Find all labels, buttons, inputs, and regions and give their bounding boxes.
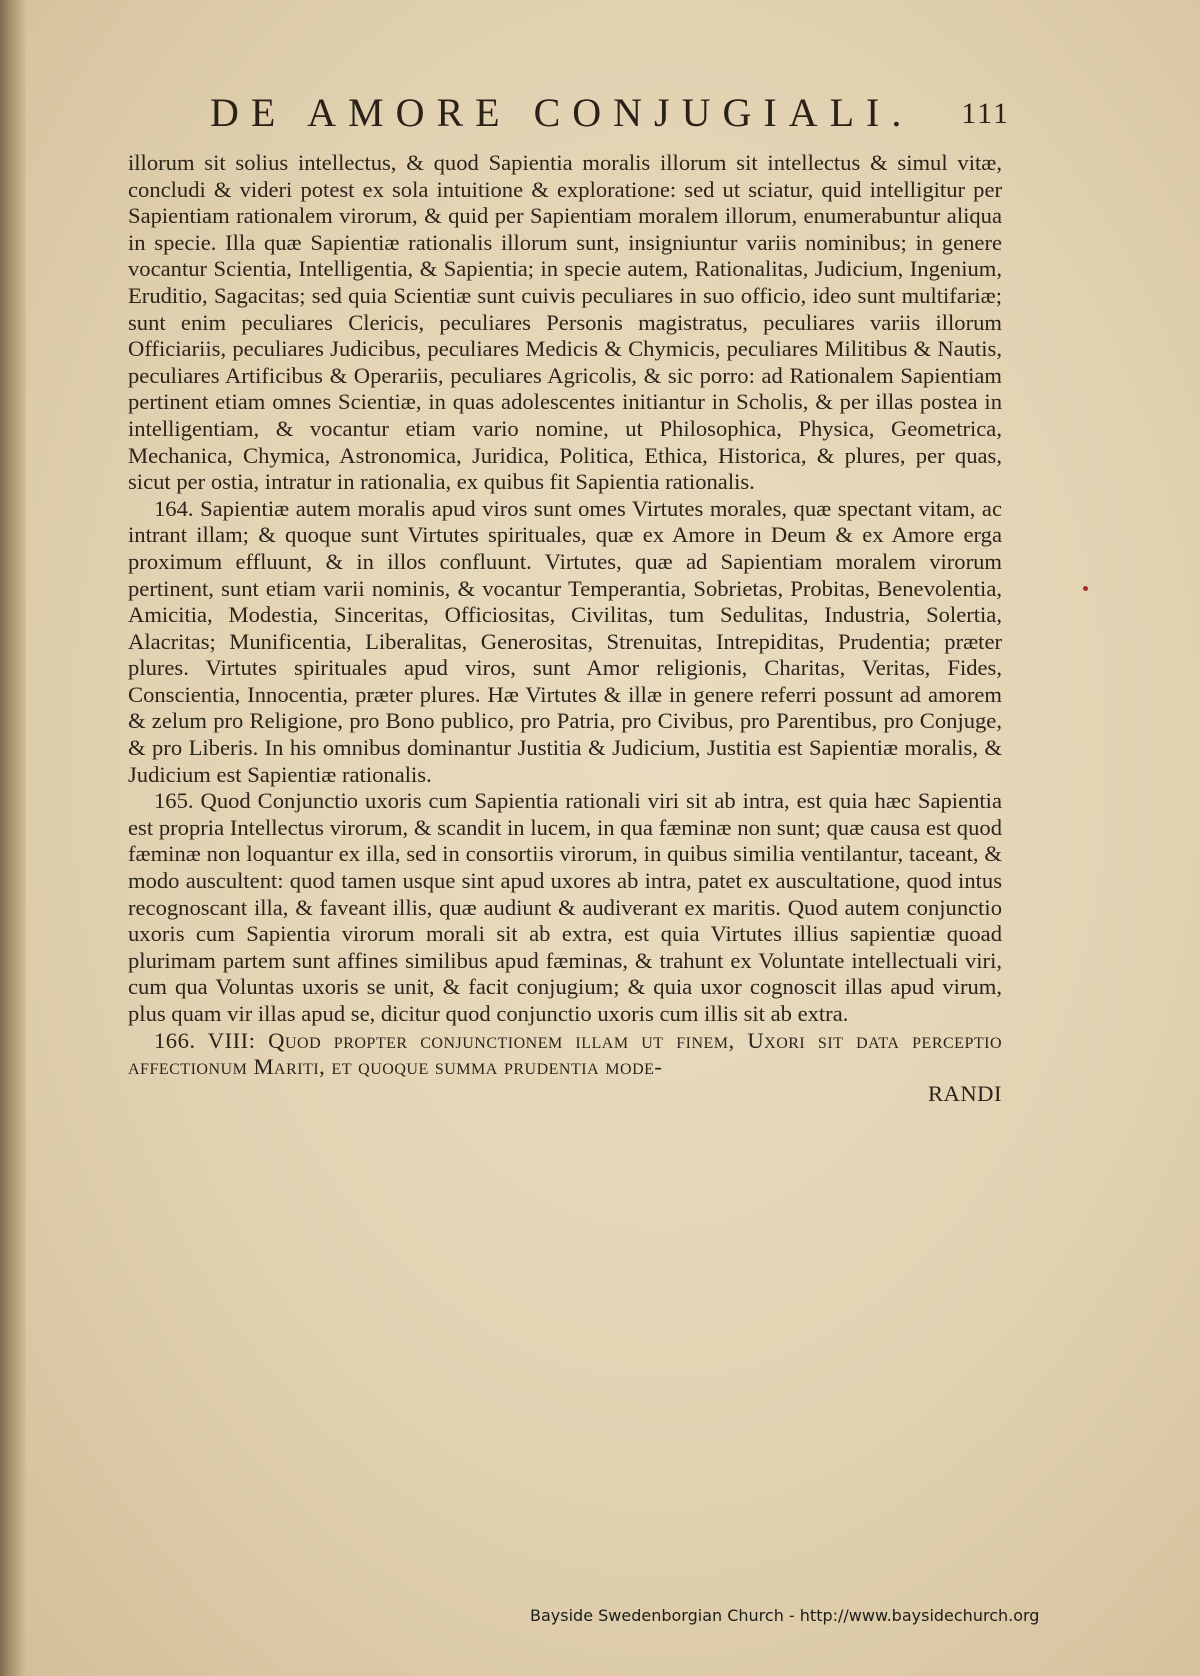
running-title: DE AMORE CONJUGIALI. bbox=[210, 90, 914, 135]
footer-credit: Bayside Swedenborgian Church - http://www.baysidechurch.org bbox=[530, 1606, 1040, 1625]
paragraph-165: 165. Quod Conjunctio uxoris cum Sapientia rationali viri sit ab intra, est quia hæc Sapientia est propria Intellectus virorum, & scandit in lucem, in qua fæminæ non sunt; quæ causa est quod fæminæ non loquantur ex illa, sed in consortiis virorum, in quibus similia ventilantur, taceant, & modo auscultent: quod tamen usque sint apud uxores ab intra, patet ex auscultatione, quod intus recognoscant illa, & faveant illis, quæ audiunt & audiverant ex maritis. Quod autem conjunctio uxoris cum Sapientia virorum morali sit ab extra, est quia Virtutes illius sapientiæ quoad plurimam partem sunt affines similibus apud fæminas, & trahunt ex Voluntate intellectuali viri, cum qua Voluntas uxoris se unit, & facit conjugium; & quia uxor cognoscit illas apud virum, plus quam vir illas apud se, dicitur quod conjunctio uxoris cum illis sit ab extra. bbox=[128, 788, 1002, 1026]
page-number: 111 bbox=[961, 97, 1010, 130]
paragraph-166-heading: 166. VIII: Quod propter conjunctionem illam ut finem, Uxori sit data perceptio affectionum Mariti, et quoque summa prudentia mode- bbox=[128, 1027, 1002, 1080]
body-text bbox=[128, 150, 1002, 1107]
binding-gutter bbox=[0, 0, 26, 1676]
page-header bbox=[210, 88, 1010, 138]
paragraph-164: 164. Sapientiæ autem moralis apud viros sunt omes Virtutes morales, quæ spectant vitam, ac intrant illam; & quoque sunt Virtutes spirituales, quæ ex Amore in Deum & ex Amore erga proximum effluunt, & in illos confluunt. Virtutes, quæ ad Sapientiam moralem virorum pertinent, sunt etiam varii nominis, & vocantur Temperantia, Sobrietas, Probitas, Benevolentia, Amicitia, Modestia, Sinceritas, Officiositas, Civilitas, tum Sedulitas, Industria, Solertia, Alacritas; Munificentia, Liberalitas, Generositas, Strenuitas, Intrepiditas, Prudentia; præter plures. Virtutes spirituales apud viros, sunt Amor religionis, Charitas, Veritas, Fides, Conscientia, Innocentia, præter plures. Hæ Virtutes & illæ in genere referri possunt ad amorem & zelum pro Religione, pro Bono publico, pro Patria, pro Civibus, pro Parentibus, pro Conjuge, & pro Liberis. In his omnibus dominantur Justitia & Judicium, Justitia est Sapientiæ moralis, & Judicium est Sapientiæ rationalis. bbox=[128, 495, 1002, 787]
ink-speck bbox=[1083, 586, 1088, 591]
paragraph-continuation: illorum sit solius intellectus, & quod Sapientia moralis illorum sit intellectus & simul vitæ, concludi & videri potest ex sola intuitione & exploratione: sed ut sciatur, quid intelligitur per Sapientiam rationalem virorum, & quid per Sapientiam moralem illorum, enumerabuntur aliqua in specie. Illa quæ Sapientiæ rationalis illorum sunt, insigniuntur variis nominibus; in genere vocantur Scientia, Intelligentia, & Sapientia; in specie autem, Rationalitas, Judicium, Ingenium, Eruditio, Sagacitas; sed quia Scientiæ sunt cuivis peculiares in suo officio, ideo sunt multifariæ; sunt enim peculiares Clericis, peculiares Personis magistratus, peculiares variis illorum Officiariis, peculiares Judicibus, peculiares Medicis & Chymicis, peculiares Militibus & Nautis, peculiares Artificibus & Operariis, peculiares Agricolis, & sic porro: ad Rationalem Sapientiam pertinent etiam omnes Scientiæ, in quas adolescentes initiantur in Scholis, & per illas postea in intelligentiam, & vocantur etiam vario nomine, ut Philosophica, Physica, Geometrica, Mechanica, Chymica, Astronomica, Juridica, Politica, Ethica, Historica, & plures, per quas, sicut per ostia, intratur in rationalia, ex quibus fit Sapientia rationalis. bbox=[128, 150, 1002, 495]
catchword: RANDI bbox=[927, 1080, 1002, 1106]
